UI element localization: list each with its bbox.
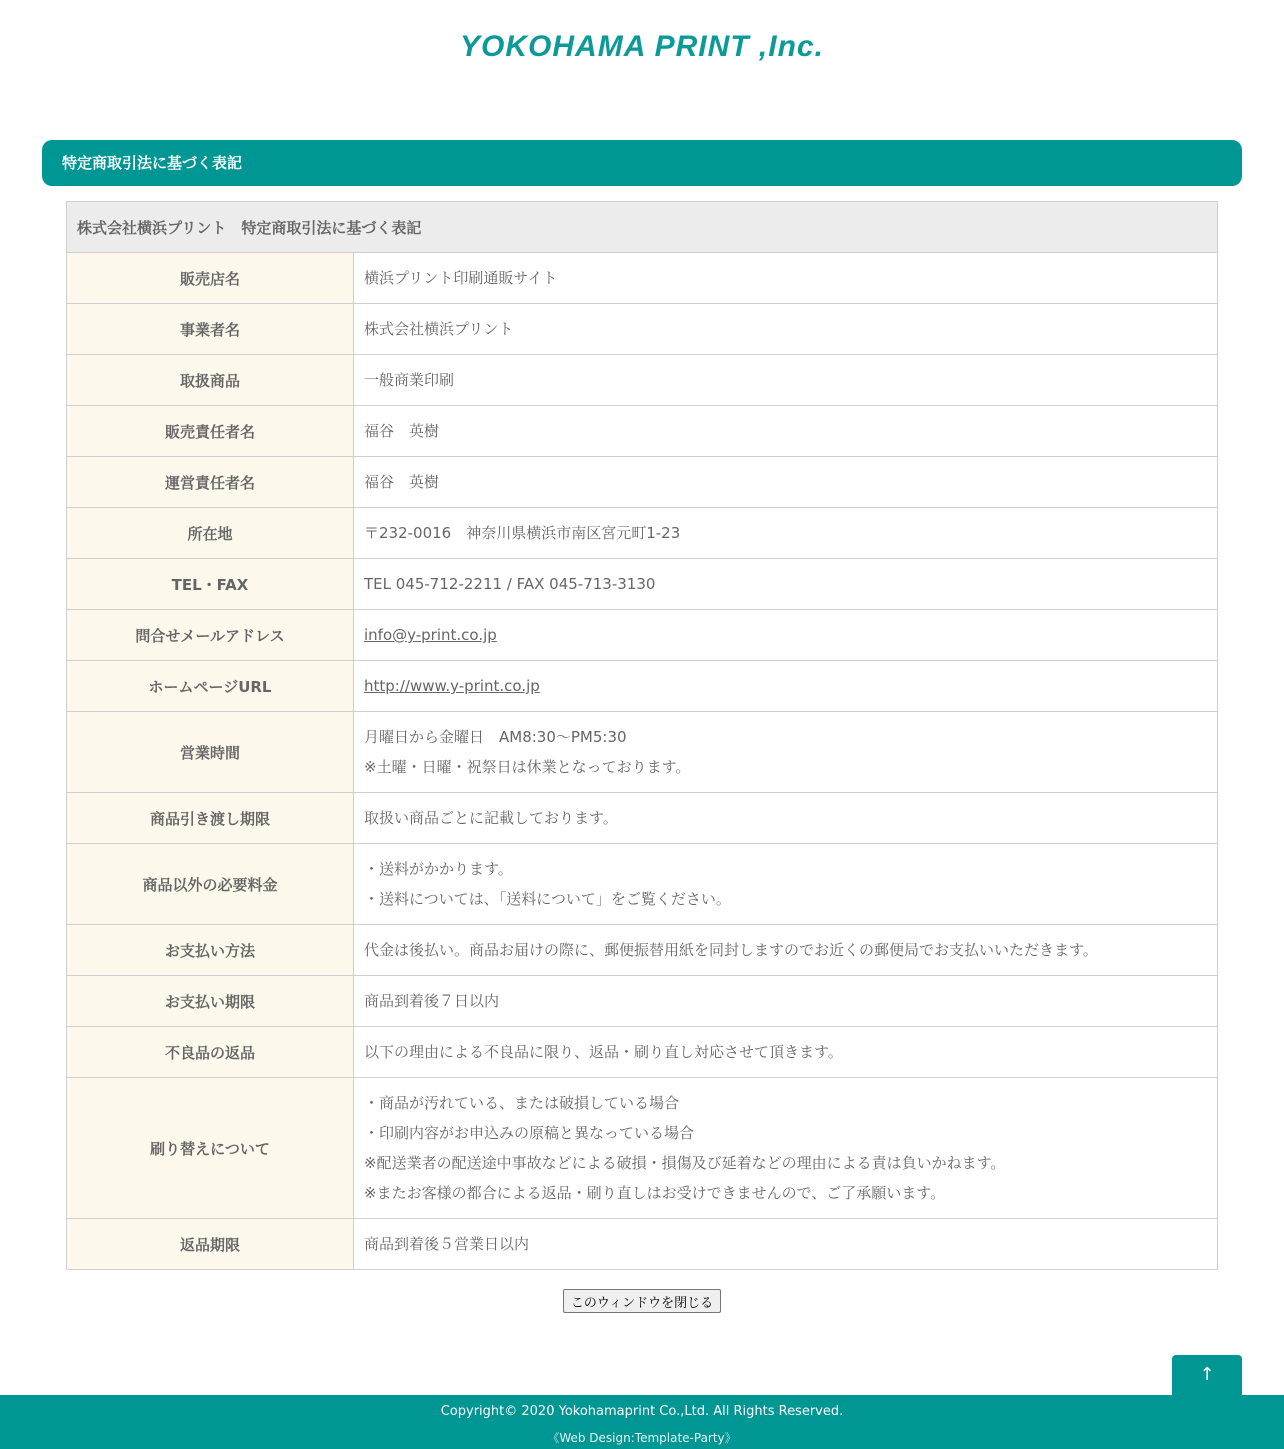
row-label: 営業時間 [67,712,354,793]
row-value [354,661,1218,712]
row-value [354,559,1218,610]
row-value [354,508,1218,559]
row-value-line: ・商品が汚れている、または破損している場合 [364,1094,680,1112]
table-row [67,610,1218,661]
row-link[interactable]: http://www.y-print.co.jp [364,677,540,695]
copyright-text: Copyright© 2020 Yokohamaprint Co.,Ltd. All Rights Reserved. [440,1404,844,1419]
table-row [67,406,1218,457]
row-value [354,610,1218,661]
site-logo[interactable] [0,30,1284,64]
row-value-line: 取扱い商品ごとに記載しております。 [364,809,618,827]
close-window-button[interactable]: このウィンドウを閉じる [563,1289,721,1313]
row-value-line: ・印刷内容がお申込みの原稿と異なっている場合 [364,1124,695,1142]
row-label: 販売責任者名 [67,406,354,457]
row-label: 所在地 [67,508,354,559]
row-value-line: 福谷 英樹 [364,473,440,491]
section-heading: 特定商取引法に基づく表記 [42,140,1242,186]
table-row [67,793,1218,844]
row-value-line: ・送料については、「送料について」をご覧ください。 [364,890,731,908]
footer [0,1395,1284,1449]
row-value-line: 横浜プリント印刷通販サイト [364,269,558,287]
row-value-line: ・送料がかかります。 [364,860,513,878]
row-value [354,976,1218,1027]
row-value-line: 〒232-0016 神奈川県横浜市南区宮元町1-23 [364,524,681,542]
row-label: 運営責任者名 [67,457,354,508]
row-label: 刷り替えについて [67,1078,354,1219]
table-row [67,508,1218,559]
row-label: 販売店名 [67,253,354,304]
row-value [354,1219,1218,1270]
table-row [67,844,1218,925]
row-value [354,355,1218,406]
table-caption-row [67,202,1218,253]
row-value-line: 福谷 英樹 [364,422,440,440]
table-row [67,355,1218,406]
row-value-line: TEL 045-712-2211 / FAX 045-713-3130 [364,575,656,593]
row-value [354,712,1218,793]
row-value-line: 以下の理由による不良品に限り、返品・刷り直し対応させて頂きます。 [364,1043,843,1061]
row-value [354,1078,1218,1219]
row-value [354,253,1218,304]
legal-info-table [66,201,1218,1270]
row-value-line: ※土曜・日曜・祝祭日は休業となっております。 [364,758,691,776]
row-value-line: 代金は後払い。商品お届けの際に、郵便振替用紙を同封しますのでお近くの郵便局でお支払いいただきます。 [364,941,1098,959]
table-row [67,976,1218,1027]
row-label: 事業者名 [67,304,354,355]
logo-text: YOKOHAMA PRINT ,Inc. [460,30,824,63]
row-label: 不良品の返品 [67,1027,354,1078]
row-label: 返品期限 [67,1219,354,1270]
table-row [67,304,1218,355]
row-value-line: 商品到着後５営業日以内 [364,1235,530,1253]
row-value-line: 株式会社横浜プリント [364,320,514,338]
row-value [354,925,1218,976]
table-row [67,712,1218,793]
table-row [67,1219,1218,1270]
table-row [67,925,1218,976]
table-caption: 株式会社横浜プリント 特定商取引法に基づく表記 [67,202,1218,253]
row-link[interactable]: info@y-print.co.jp [364,626,497,644]
table-row [67,457,1218,508]
row-value-line: 商品到着後７日以内 [364,992,500,1010]
row-value [354,304,1218,355]
row-value-line: 月曜日から金曜日 AM8:30～PM5:30 [364,728,627,746]
row-value-line: 一般商業印刷 [364,371,455,389]
page-top-button[interactable] [1172,1355,1242,1395]
row-value [354,1027,1218,1078]
row-value [354,844,1218,925]
row-label: お支払い期限 [67,976,354,1027]
row-label: TEL・FAX [67,559,354,610]
arrow-up-icon: ↑ [1199,1364,1215,1385]
row-label: 取扱商品 [67,355,354,406]
table-row [67,1078,1218,1219]
row-label: 問合せメールアドレス [67,610,354,661]
row-value-line: ※配送業者の配送途中事故などによる破損・損傷及び延着などの理由による責は負いかねます。 [364,1154,1006,1172]
row-value [354,406,1218,457]
row-value [354,793,1218,844]
row-value-line: ※またお客様の都合による返品・刷り直しはお受けできませんので、ご了承願います。 [364,1184,946,1202]
row-label: お支払い方法 [67,925,354,976]
row-label: 商品以外の必要料金 [67,844,354,925]
row-label: 商品引き渡し期限 [67,793,354,844]
row-value [354,457,1218,508]
table-row [67,1027,1218,1078]
table-row [67,661,1218,712]
design-credit-link[interactable]: 《Web Design:Template-Party》 [547,1431,737,1445]
row-label: ホームページURL [67,661,354,712]
table-row [67,559,1218,610]
table-row [67,253,1218,304]
